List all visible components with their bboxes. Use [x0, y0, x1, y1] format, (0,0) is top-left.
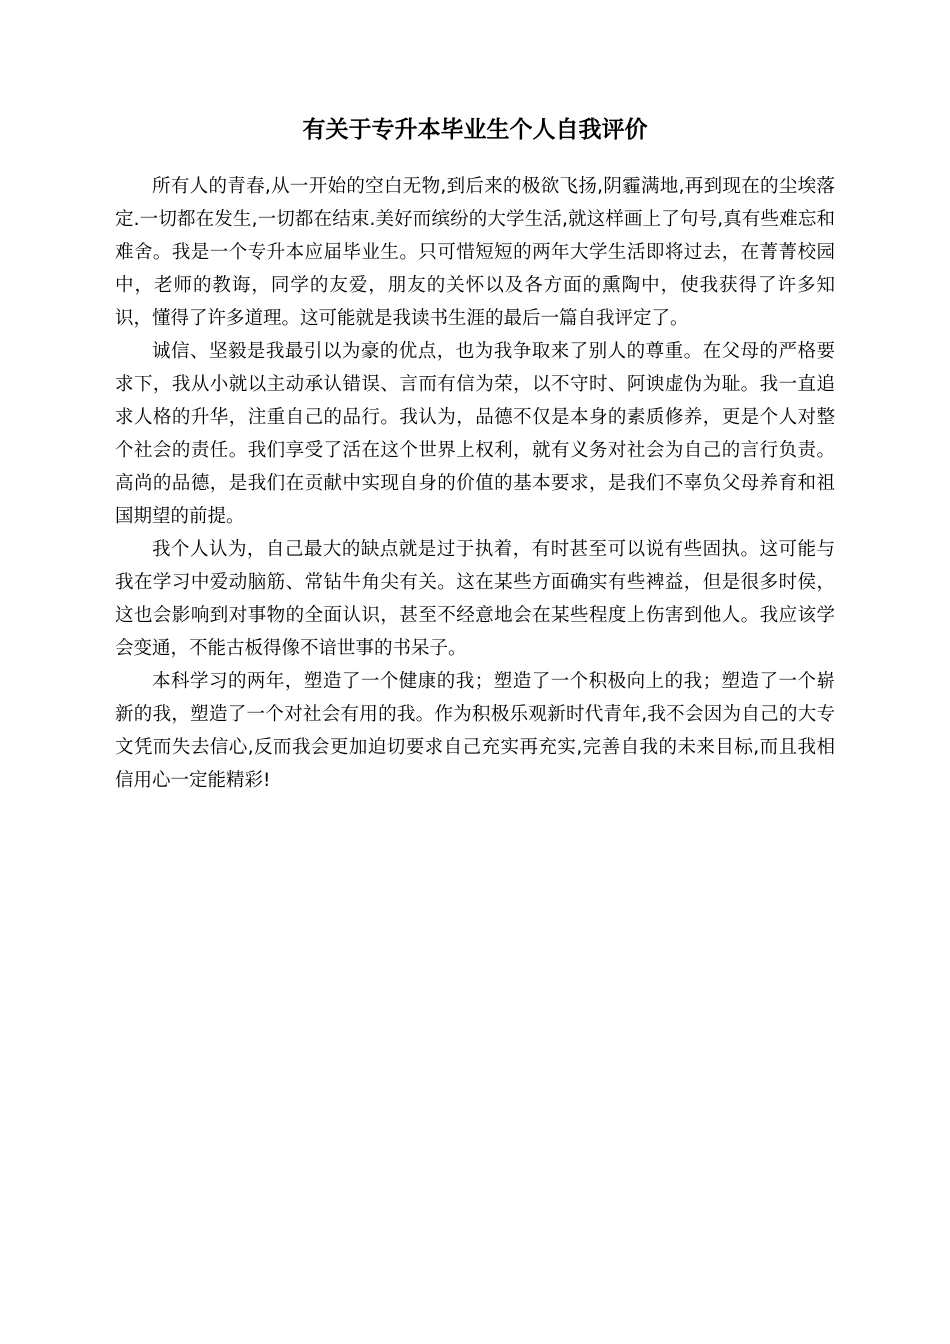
paragraph-1: 所有人的青春,从一开始的空白无物,到后来的极欲飞扬,阴霾满地,再到现在的尘埃落定.一切都在发生,一切都在结束.美好而缤纷的大学生活,就这样画上了句号,真有些难忘和难舍。我是一个专升本应届毕业生。只可惜短短的两年大学生活即将过去，在菁菁校园中，老师的教诲，同学的友爱，朋友的关怀以及各方面的熏陶中，使我获得了许多知识，懂得了许多道理。这可能就是我读书生涯的最后一篇自我评定了。 [115, 176, 835, 329]
document-body [115, 170, 835, 797]
paragraph-3: 我个人认为，自己最大的缺点就是过于执着，有时甚至可以说有些固执。这可能与我在学习中爱动脑筋、常钻牛角尖有关。这在某些方面确实有些裨益，但是很多时侯，这也会影响到对事物的全面认识，甚至不经意地会在某些程度上伤害到他人。我应该学会变通，不能古板得像不谙世事的书呆子。 [115, 539, 835, 659]
document-title: 有关于专升本毕业生个人自我评价 [302, 117, 648, 143]
paragraph-4: 本科学习的两年，塑造了一个健康的我；塑造了一个积极向上的我；塑造了一个崭新的我，塑造了一个对社会有用的我。作为积极乐观新时代青年,我不会因为自己的大专文凭而失去信心,反而我会更加迫切要求自己充实再充实,完善自我的未来目标,而且我相信用心一定能精彩! [115, 671, 835, 791]
paragraph-2: 诚信、坚毅是我最引以为豪的优点，也为我争取来了别人的尊重。在父母的严格要求下，我从小就以主动承认错误、言而有信为荣，以不守时、阿谀虚伪为耻。我一直追求人格的升华，注重自己的品行。我认为，品德不仅是本身的素质修养，更是个人对整个社会的责任。我们享受了活在这个世界上权利，就有义务对社会为自己的言行负责。高尚的品德，是我们在贡献中实现自身的价值的基本要求，是我们不辜负父母养育和祖国期望的前提。 [115, 341, 835, 527]
